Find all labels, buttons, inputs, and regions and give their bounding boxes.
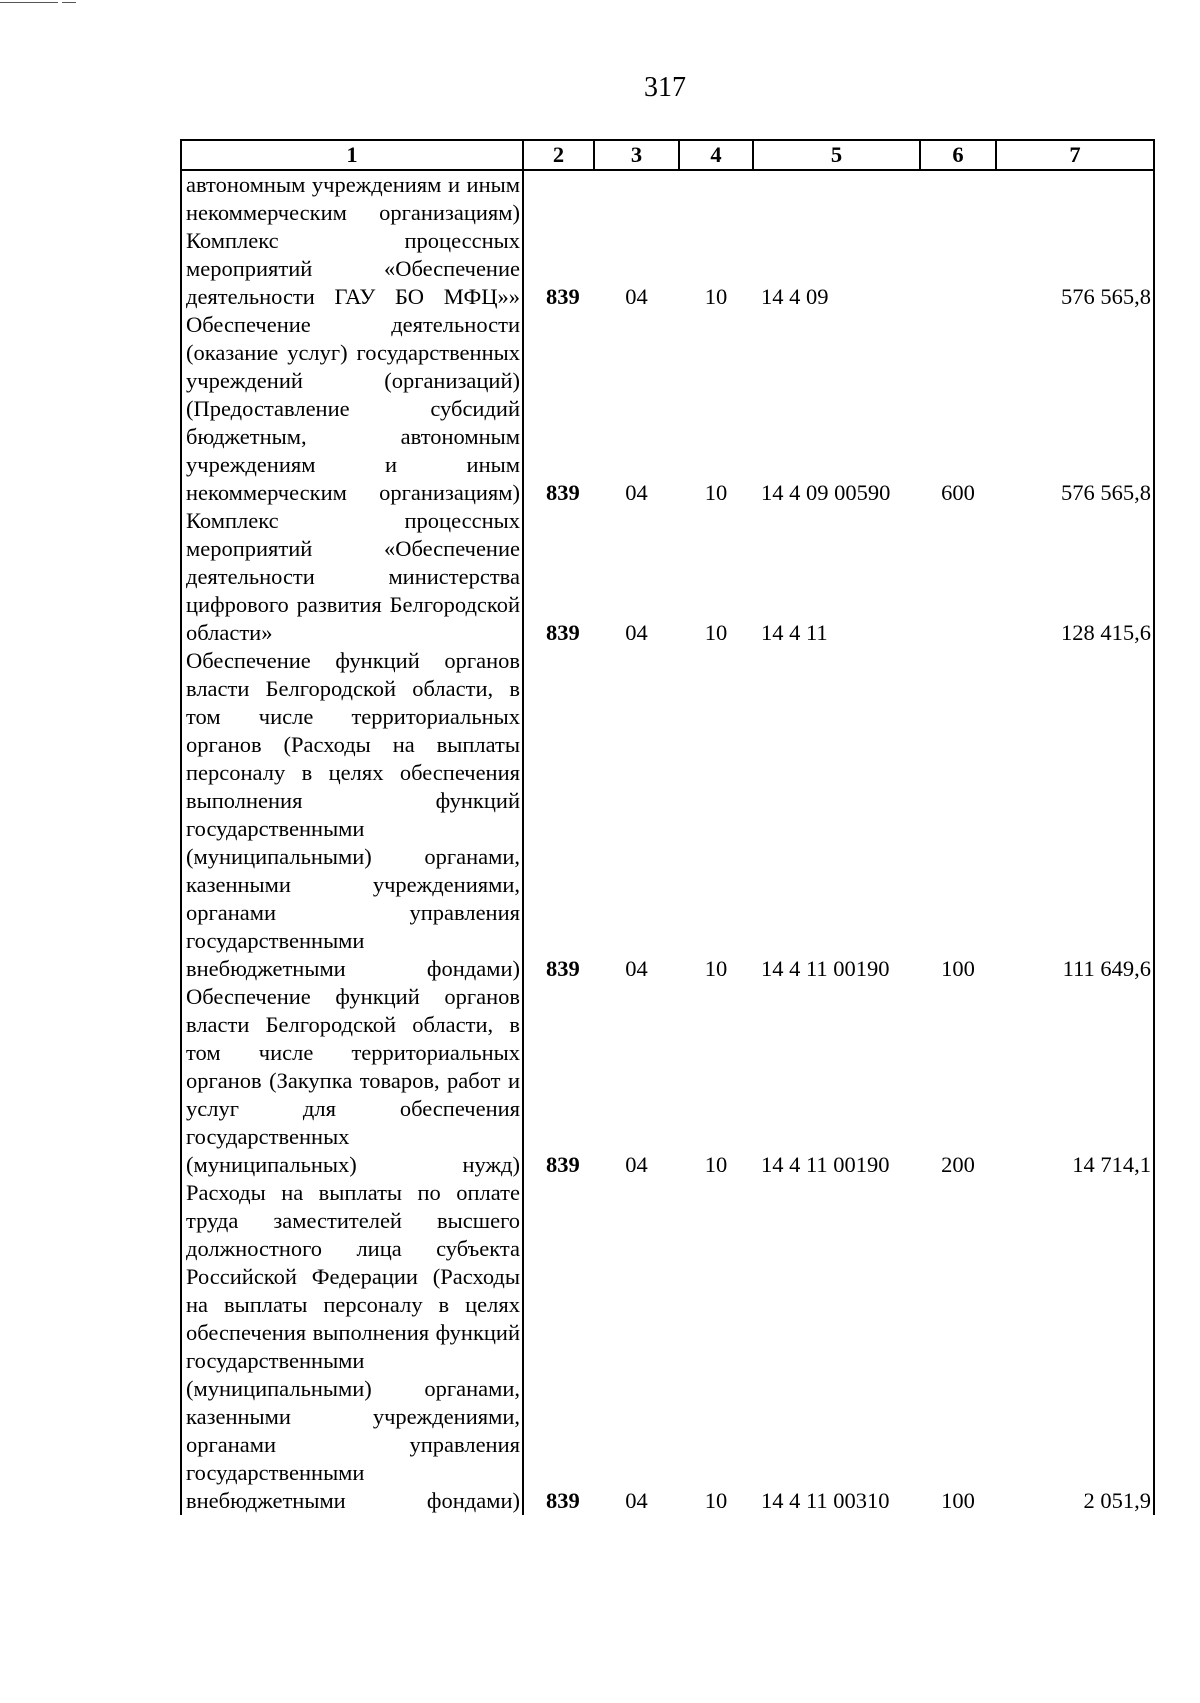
row-description: Обеспечение функций органов власти Белгородской области, в том числе территориальных органов (Закупка товаров, работ и услуг для обеспечения государственных (муниципальных) нужд) <box>181 983 523 1179</box>
row-description: Комплекс процессных мероприятий «Обеспечение деятельности министерства цифрового развития Белгородской области» <box>181 507 523 647</box>
row-description: Комплекс процессных мероприятий «Обеспечение деятельности ГАУ БО МФЦ»» <box>181 227 523 311</box>
row-section: 04 <box>625 956 648 981</box>
row-grbs: 839 <box>546 956 580 981</box>
header-col-7: 7 <box>996 140 1154 170</box>
row-expense-type: 100 <box>941 956 975 981</box>
row-expense-type: 200 <box>941 1152 975 1177</box>
row-amount <box>996 170 1154 227</box>
row-grbs: 839 <box>546 620 580 645</box>
row-grbs: 839 <box>546 284 580 309</box>
row-section: 04 <box>625 620 648 645</box>
row-subsection: 10 <box>704 284 728 309</box>
header-col-6: 6 <box>920 140 996 170</box>
row-target-article: 14 4 11 00190 <box>761 1152 890 1177</box>
budget-table <box>180 139 1155 1515</box>
row-section: 04 <box>625 1488 648 1513</box>
page-number: 317 <box>644 72 686 103</box>
table-row <box>181 227 1154 311</box>
header-col-2: 2 <box>523 140 594 170</box>
row-amount: 576 565,8 <box>996 227 1154 311</box>
row-expense-type: 600 <box>941 480 975 505</box>
table-row <box>181 983 1154 1179</box>
table-header-row <box>181 140 1154 170</box>
row-grbs <box>523 170 594 227</box>
table-row <box>181 311 1154 507</box>
row-target-article: 14 4 11 00190 <box>761 956 890 981</box>
row-amount: 2 051,9 <box>996 1179 1154 1515</box>
row-section: 04 <box>625 480 648 505</box>
row-subsection <box>679 170 753 227</box>
row-amount: 576 565,8 <box>996 311 1154 507</box>
row-section: 04 <box>625 284 648 309</box>
row-amount: 14 714,1 <box>996 983 1154 1179</box>
row-description: Обеспечение функций органов власти Белгородской области, в том числе территориальных органов (Расходы на выплаты персоналу в целях обеспечения выполнения функций государственными (муниципальными) органами, казенными учреждениями, органами управления государственными внебюджетными фондами) <box>181 647 523 983</box>
row-target-article: 14 4 11 00310 <box>761 1488 890 1513</box>
header-col-5: 5 <box>753 140 920 170</box>
scan-mark-top <box>0 2 58 3</box>
row-expense-type <box>920 507 996 647</box>
header-col-1: 1 <box>181 140 523 170</box>
row-subsection: 10 <box>704 1152 728 1177</box>
table-row <box>181 507 1154 647</box>
row-amount: 111 649,6 <box>996 647 1154 983</box>
scan-mark-top <box>62 2 76 3</box>
row-section: 04 <box>625 1152 648 1177</box>
row-expense-type: 100 <box>941 1488 975 1513</box>
table-row <box>181 647 1154 983</box>
table-row <box>181 1179 1154 1515</box>
row-description: Расходы на выплаты по оплате труда заместителей высшего должностного лица субъекта Российской Федерации (Расходы на выплаты персоналу в целях обеспечения выполнения функций государственными (муниципальными) органами, казенными учреждениями, органами управления государственными внебюджетными фондами) <box>181 1179 523 1515</box>
row-target-article: 14 4 09 00590 <box>761 480 891 505</box>
row-grbs: 839 <box>546 1488 580 1513</box>
row-target-article: 14 4 09 <box>761 284 829 309</box>
row-expense-type <box>920 227 996 311</box>
row-amount: 128 415,6 <box>996 507 1154 647</box>
header-col-4: 4 <box>679 140 753 170</box>
row-grbs: 839 <box>546 1152 580 1177</box>
row-subsection: 10 <box>704 956 728 981</box>
row-description: Обеспечение деятельности (оказание услуг) государственных учреждений (организаций) (Предоставление субсидий бюджетным, автономным учреждениям и иным некоммерческим организациям) <box>181 311 523 507</box>
header-col-3: 3 <box>594 140 679 170</box>
table-row <box>181 170 1154 227</box>
row-target-article <box>753 170 920 227</box>
row-subsection: 10 <box>704 480 728 505</box>
row-description: автономным учреждениям и иным некоммерческим организациям) <box>181 170 523 227</box>
row-section <box>594 170 679 227</box>
row-subsection: 10 <box>704 1488 728 1513</box>
row-expense-type <box>920 170 996 227</box>
row-grbs: 839 <box>546 480 580 505</box>
row-target-article: 14 4 11 <box>761 620 828 645</box>
row-subsection: 10 <box>704 620 728 645</box>
